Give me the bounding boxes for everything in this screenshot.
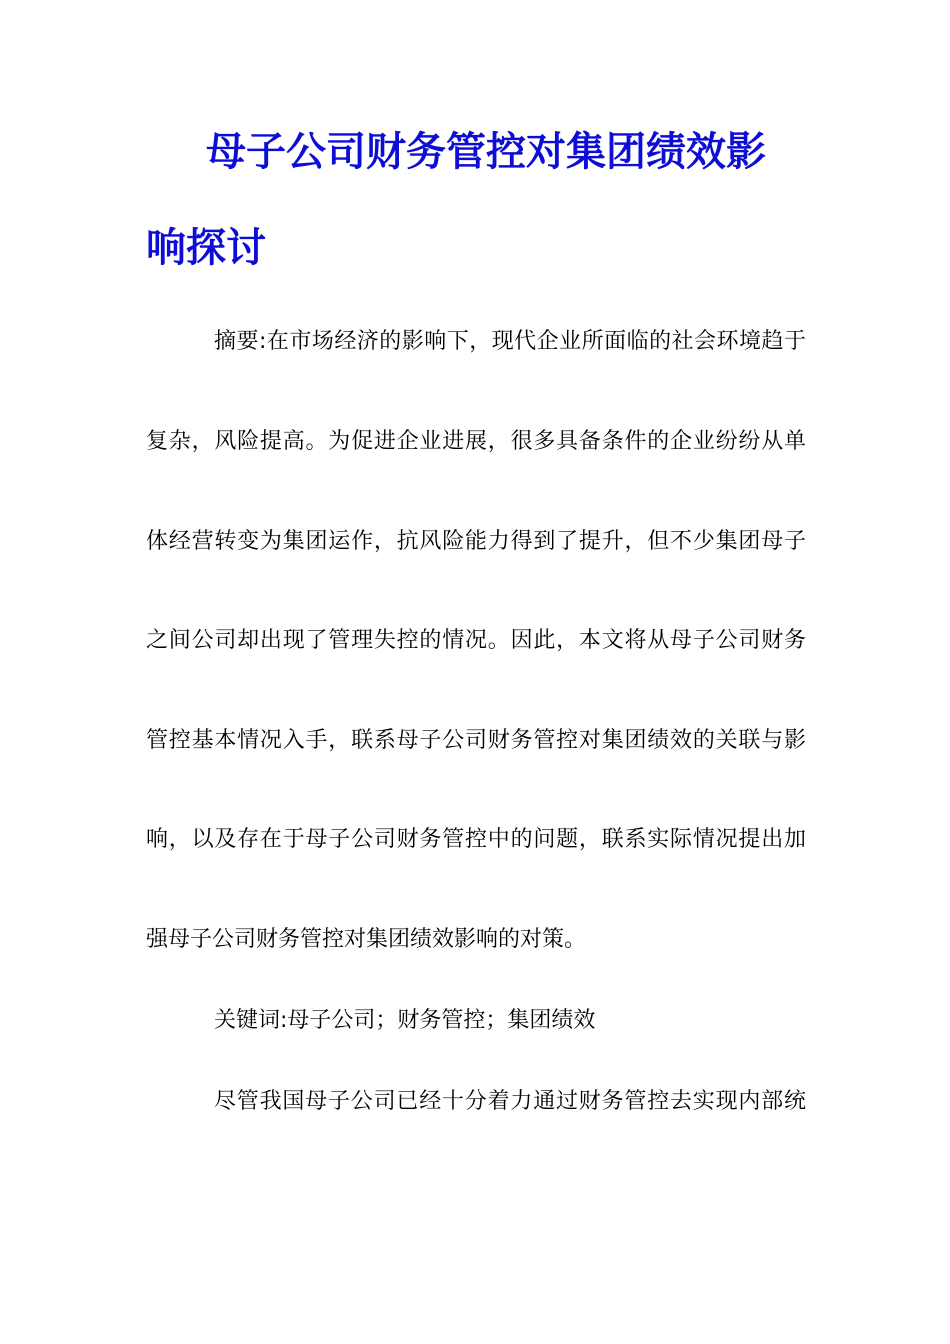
- abstract-line-2: 复杂，风险提高。为促进企业进展，很多具备条件的企业纷纷从单: [146, 429, 806, 454]
- document-title-line-2: 响探讨: [146, 225, 266, 271]
- body-line-1: 尽管我国母子公司已经十分着力通过财务管控去实现内部统: [214, 1089, 806, 1114]
- keywords-line: 关键词:母子公司；财务管控；集团绩效: [214, 1008, 596, 1033]
- abstract-line-4: 之间公司却出现了管理失控的情况。因此，本文将从母子公司财务: [146, 628, 806, 653]
- abstract-line-3: 体经营转变为集团运作，抗风险能力得到了提升，但不少集团母子: [146, 529, 806, 554]
- abstract-line-1: 摘要:在市场经济的影响下，现代企业所面临的社会环境趋于: [214, 329, 806, 354]
- abstract-line-6: 响，以及存在于母子公司财务管控中的问题，联系实际情况提出加: [146, 827, 806, 852]
- abstract-line-5: 管控基本情况入手，联系母子公司财务管控对集团绩效的关联与影: [146, 728, 806, 753]
- abstract-line-7: 强母子公司财务管控对集团绩效影响的对策。: [146, 927, 587, 952]
- document-title-line-1: 母子公司财务管控对集团绩效影: [206, 129, 766, 175]
